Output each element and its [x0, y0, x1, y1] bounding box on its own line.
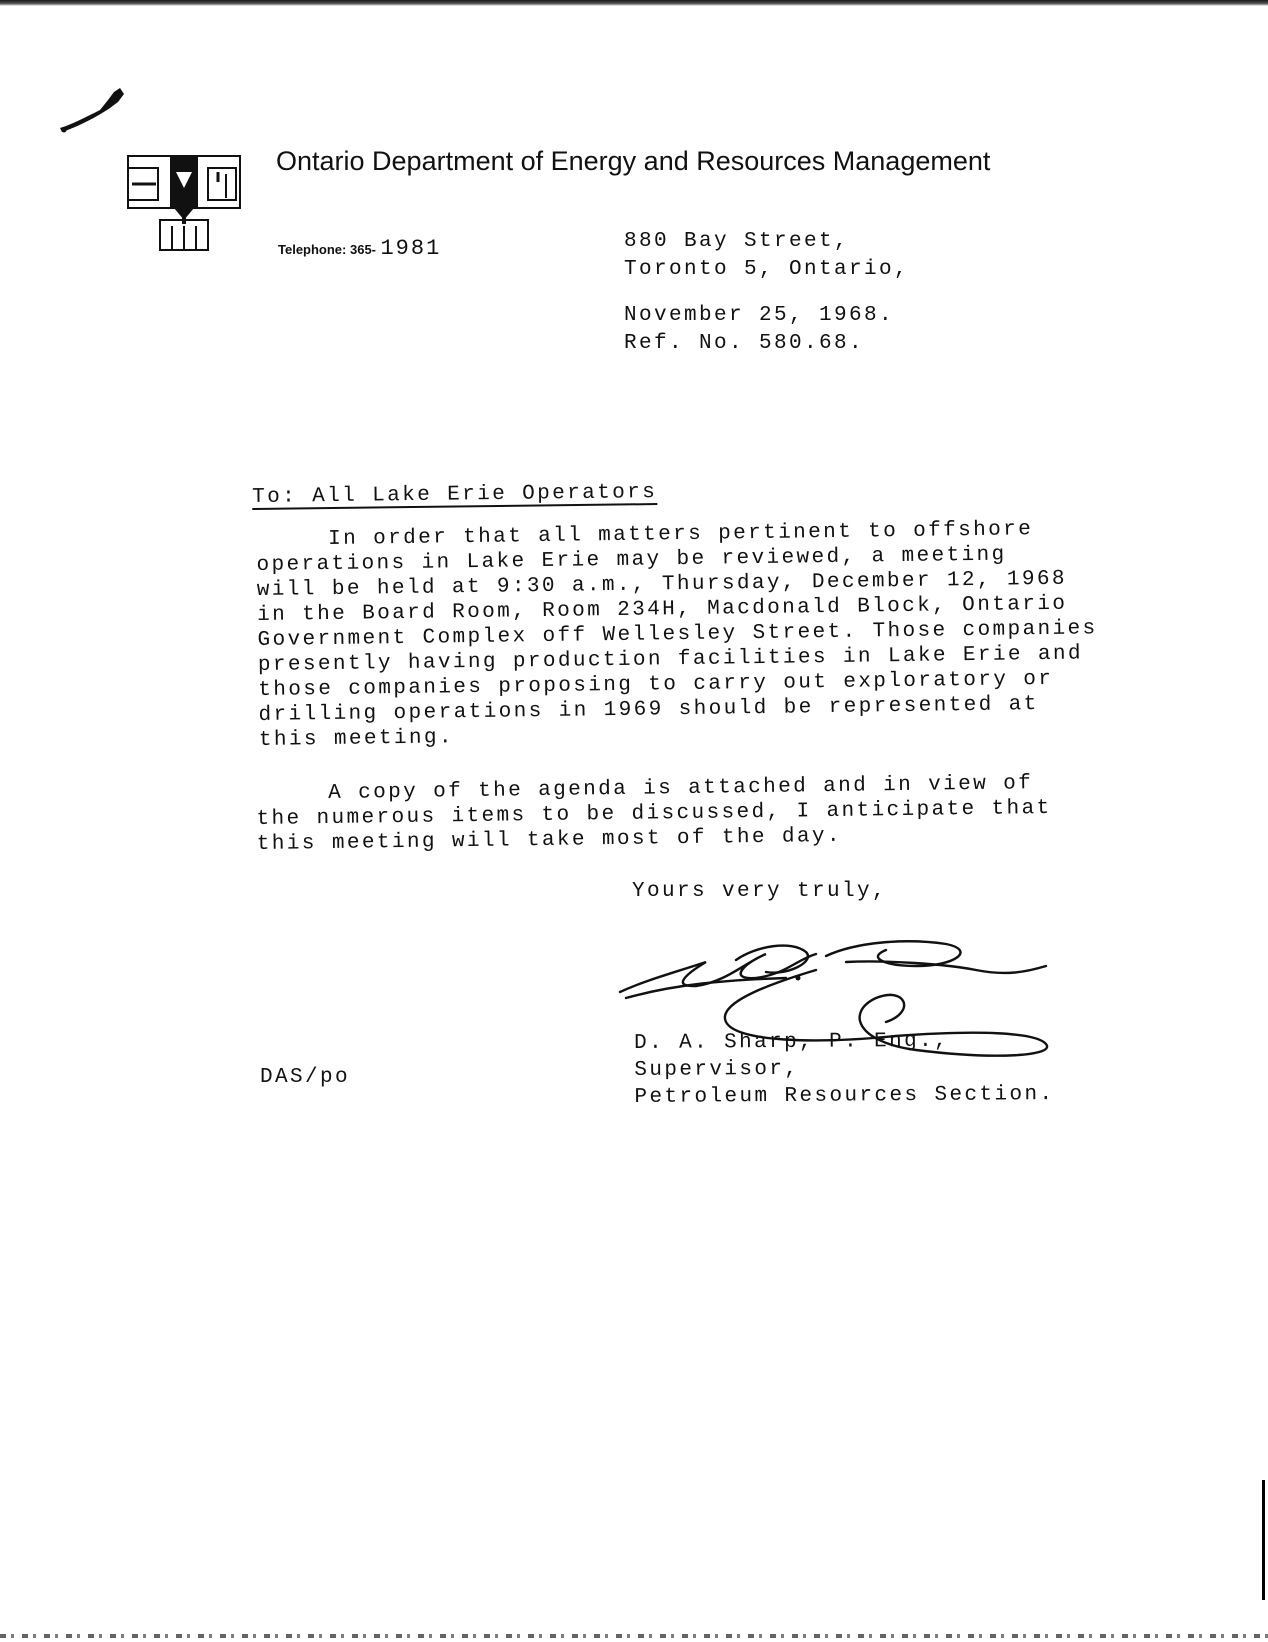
signer-name: D. A. Sharp, P. Eng., [634, 1029, 950, 1055]
paragraph-line: the numerous items to be discussed, I anticipate that [256, 796, 1052, 831]
typist-initials: DAS/po [260, 1066, 351, 1089]
paragraph-line: in the Board Room, Room 234H, Macdonald Block, Ontario [257, 592, 1068, 627]
sender-address [624, 228, 909, 284]
signer-section: Petroleum Resources Section. [634, 1083, 1055, 1109]
paragraph-line: A copy of the agenda is attached and in view of [328, 772, 1034, 805]
telephone-extension: 1981 [380, 236, 442, 261]
erm-logo-icon [126, 154, 242, 254]
paragraph-line: will be held at 9:30 a.m., Thursday, December 12, 1968 [256, 567, 1068, 602]
body-paragraph-1 [256, 516, 1099, 753]
body-paragraph-2 [256, 771, 1052, 857]
address-line: 880 Bay Street, [624, 230, 850, 253]
scan-edge-right [1262, 1480, 1265, 1600]
paragraph-line: this meeting will take most of the day. [256, 824, 843, 856]
reference-number: Ref. No. 580.68. [624, 332, 865, 355]
paragraph-line: those companies proposing to carry out exploratory or [258, 667, 1054, 702]
paragraph-line: Government Complex off Wellesley Street. Those companies [257, 617, 1098, 652]
scan-edge-top [0, 0, 1268, 6]
paragraph-line: this meeting. [258, 726, 455, 752]
recipient-line: To: All Lake Erie Operators [252, 481, 658, 509]
paragraph-line: presently having production facilities in Lake Erie and [257, 642, 1084, 677]
paragraph-line: drilling operations in 1969 should be represented at [258, 693, 1039, 727]
address-line: Toronto 5, Ontario, [624, 258, 910, 281]
organization-name: Ontario Department of Energy and Resources Management [276, 146, 991, 176]
letter-date: November 25, 1968. [624, 304, 895, 327]
scan-edge-bottom [0, 1634, 1268, 1638]
paragraph-line: operations in Lake Erie may be reviewed, a meeting [256, 543, 1007, 577]
date-reference-block [624, 302, 894, 358]
ink-blot-mark [58, 86, 128, 136]
signer-title: Supervisor, [634, 1057, 800, 1082]
closing-salutation: Yours very truly, [632, 880, 888, 903]
paragraph-line: In order that all matters pertinent to offshore [328, 518, 1034, 551]
signer-block [634, 1027, 1055, 1111]
telephone-line [278, 236, 441, 261]
telephone-label: Telephone: 365- [278, 242, 377, 257]
